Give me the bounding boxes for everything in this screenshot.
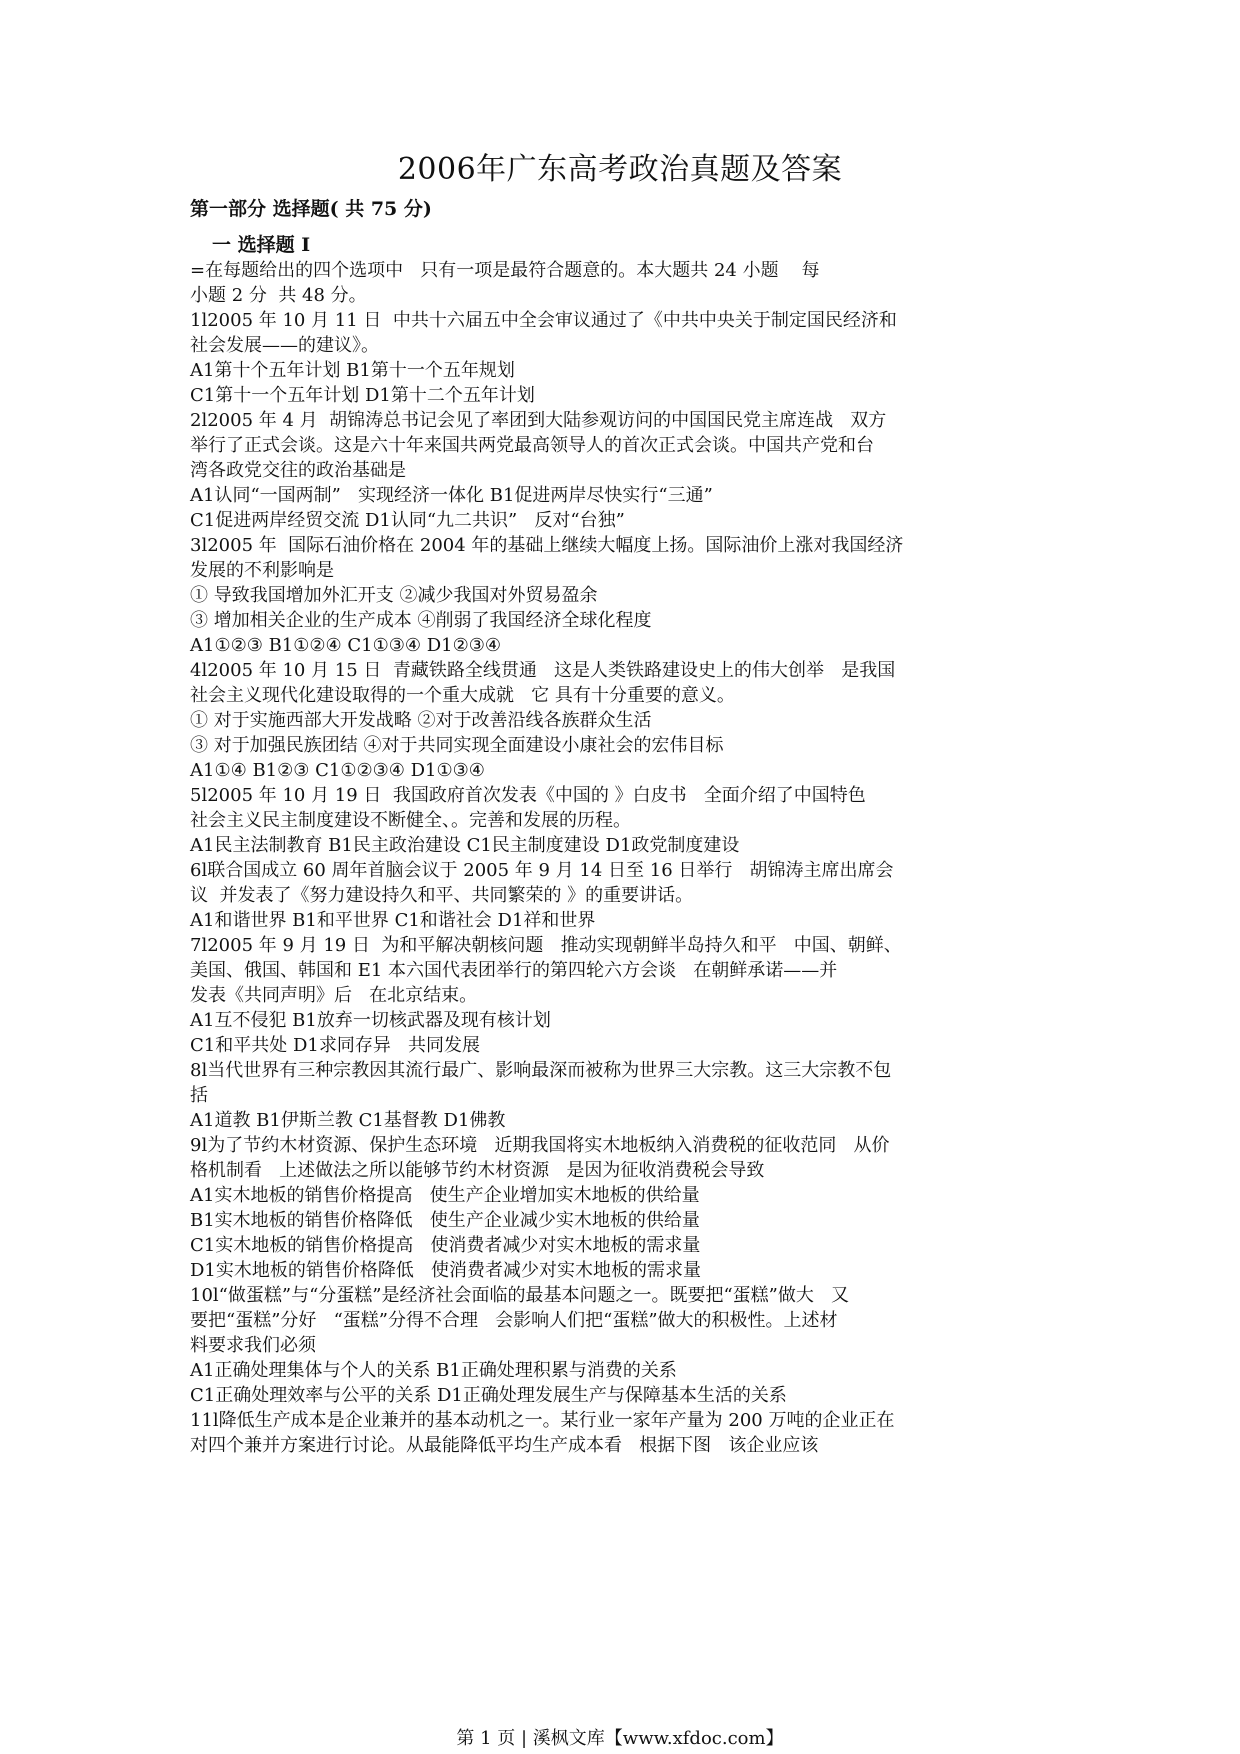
text-line: ③ 增加相关企业的生产成本 ④削弱了我国经济全球化程度	[190, 610, 652, 631]
section-title: 一 选择题 I	[212, 234, 311, 256]
text-line: A1互不侵犯 B1放弃一切核武器及现有核计划	[190, 1010, 551, 1031]
page-title: 2006年广东高考政治真题及答案	[397, 152, 843, 187]
text-line: 括	[190, 1085, 208, 1106]
text-line: 发表《共同声明》后 在北京结束。	[190, 985, 478, 1006]
text-line: 湾各政党交往的政治基础是	[190, 460, 406, 481]
text-line: =在每题给出的四个选项中 只有一项是最符合题意的。本大题共 24 小题 每	[190, 260, 820, 281]
text-line: 10l“做蛋糕”与“分蛋糕”是经济社会面临的最基本问题之一。既要把“蛋糕”做大 又	[190, 1285, 850, 1306]
text-line: D1实木地板的销售价格降低 使消费者减少对实木地板的需求量	[190, 1260, 702, 1281]
text-line: C1正确处理效率与公平的关系 D1正确处理发展生产与保障基本生活的关系	[190, 1385, 787, 1406]
text-line: A1民主法制教育 B1民主政治建设 C1民主制度建设 D1政党制度建设	[190, 835, 740, 856]
text-line: 社会发展——的建议》。	[190, 335, 379, 356]
text-line: 8l当代世界有三种宗教因其流行最广、影响最深而被称为世界三大宗教。这三大宗教不包	[190, 1060, 892, 1081]
text-line: 发展的不利影响是	[190, 560, 334, 581]
text-line: B1实木地板的销售价格降低 使生产企业减少实木地板的供给量	[190, 1210, 700, 1231]
text-line: 7l2005 年 9 月 19 日 为和平解决朝核问题 推动实现朝鲜半岛持久和平 中国、朝鲜、	[190, 935, 902, 956]
text-line: A1道教 B1伊斯兰教 C1基督教 D1佛教	[190, 1110, 506, 1131]
text-line: 11l降低生产成本是企业兼并的基本动机之一。某行业一家年产量为 200 万吨的企业正在	[190, 1410, 895, 1431]
text-line: 社会主义民主制度建设不断健全、。完善和发展的历程。	[190, 810, 631, 831]
text-line: ① 对于实施西部大开发战略 ②对于改善沿线各族群众生活	[190, 710, 652, 731]
question-body	[190, 258, 1060, 1458]
text-line: 4l2005 年 10 月 15 日 青藏铁路全线贯通 这是人类铁路建设史上的伟大创举 是我国	[190, 660, 896, 681]
text-line: A1第十个五年计划 B1第十一个五年规划	[190, 360, 515, 381]
text-line: 9l为了节约木材资源、保护生态环境 近期我国将实木地板纳入消费税的征收范同 从价	[190, 1135, 890, 1156]
text-line: 5l2005 年 10 月 19 日 我国政府首次发表《中国的 》白皮书 全面介绍了中国特色	[190, 785, 866, 806]
text-line: ③ 对于加强民族团结 ④对于共同实现全面建设小康社会的宏伟目标	[190, 735, 724, 756]
text-line: A1正确处理集体与个人的关系 B1正确处理积累与消费的关系	[190, 1360, 677, 1381]
part-title: 第一部分 选择题( 共 75 分)	[190, 198, 432, 220]
text-line: A1实木地板的销售价格提高 使生产企业增加实木地板的供给量	[190, 1185, 700, 1206]
text-line: ① 导致我国增加外汇开支 ②减少我国对外贸易盈余	[190, 585, 598, 606]
text-line: 美国、俄国、韩国和 E1 本六国代表团举行的第四轮六方会谈 在朝鲜承诺——并	[190, 960, 838, 981]
text-line: C1第十一个五年计划 D1第十二个五年计划	[190, 385, 535, 406]
text-line: 格机制看 上述做法之所以能够节约木材资源 是因为征收消费税会导致	[190, 1160, 765, 1181]
text-line: 1l2005 年 10 月 11 日 中共十六届五中全会审议通过了《中共中央关于制定国民经济和	[190, 310, 897, 331]
text-line: A1①④ B1②③ C1①②③④ D1①③④	[190, 760, 485, 781]
text-line: 料要求我们必须	[190, 1335, 316, 1356]
text-line: 3l2005 年 国际石油价格在 2004 年的基础上继续大幅度上扬。国际油价上涨对我国经济	[190, 535, 904, 556]
page-footer: 第 1 页 | 溪枫文库【www.xfdoc.com】	[456, 1728, 784, 1749]
text-line: 要把“蛋糕”分好 “蛋糕”分得不合理 会影响人们把“蛋糕”做大的积极性。上述材	[190, 1310, 838, 1331]
text-line: 6l联合国成立 60 周年首脑会议于 2005 年 9 月 14 日至 16 日举行 胡锦涛主席出席会	[190, 860, 894, 881]
text-line: 对四个兼并方案进行讨论。从最能降低平均生产成本看 根据下图 该企业应该	[190, 1435, 819, 1456]
text-line: A1和谐世界 B1和平世界 C1和谐社会 D1祥和世界	[190, 910, 596, 931]
text-line: C1促进两岸经贸交流 D1认同“九二共识” 反对“台独”	[190, 510, 625, 531]
text-line: C1实木地板的销售价格提高 使消费者减少对实木地板的需求量	[190, 1235, 701, 1256]
text-line: C1和平共处 D1求同存异 共同发展	[190, 1035, 480, 1056]
text-line: 举行了正式会谈。这是六十年来国共两党最高领导人的首次正式会谈。中国共产党和台	[190, 435, 874, 456]
text-line: A1①②③ B1①②④ C1①③④ D1②③④	[190, 635, 502, 656]
text-line: 社会主义现代化建设取得的一个重大成就 它 具有十分重要的意义。	[190, 685, 735, 706]
text-line: 2l2005 年 4 月 胡锦涛总书记会见了率团到大陆参观访问的中国国民党主席连战 双方	[190, 410, 887, 431]
text-line: 议 并发表了《努力建设持久和平、共同繁荣的 》的重要讲话。	[190, 885, 694, 906]
text-line: A1认同“一国两制” 实现经济一体化 B1促进两岸尽快实行“三通”	[190, 485, 713, 506]
text-line: 小题 2 分 共 48 分。	[190, 285, 367, 306]
